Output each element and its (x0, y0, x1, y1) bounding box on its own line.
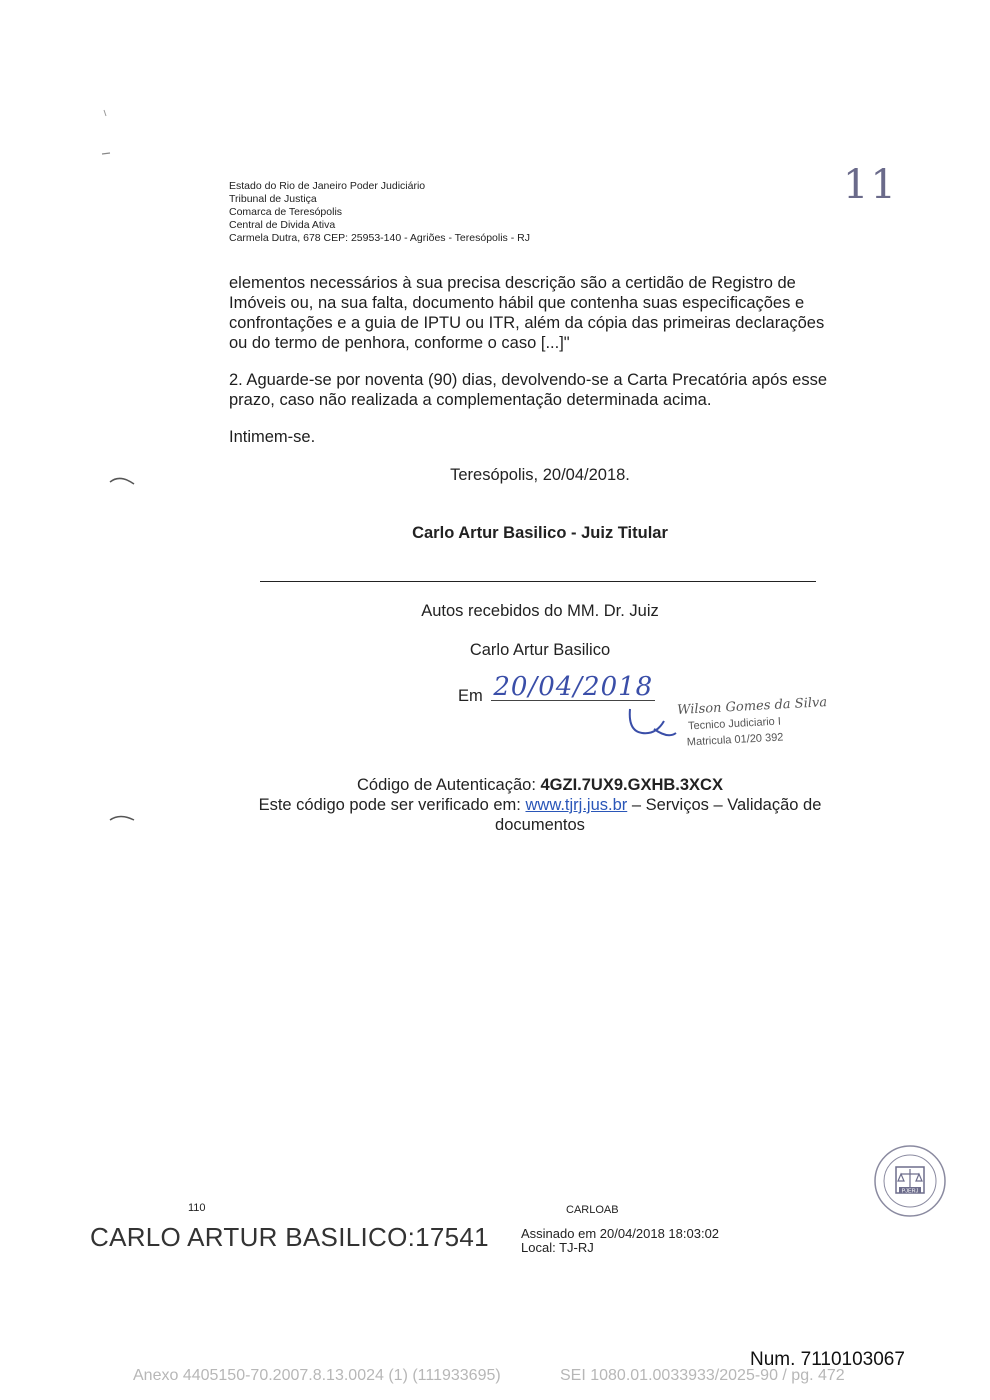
signed-at: Assinado em 20/04/2018 18:03:02 (521, 1226, 720, 1241)
authentication-block (0, 775, 990, 835)
handwritten-page-number: 11 (843, 162, 898, 208)
verify-link[interactable]: www.tjrj.jus.br (525, 796, 628, 814)
signature-number: 110 (188, 1202, 206, 1214)
stamp-matricula: Matricula 01/20 392 (686, 731, 784, 749)
auth-code-label: Código de Autenticação: (357, 776, 536, 794)
verify-suffix: – Serviços – Validação de (631, 796, 822, 814)
place-date: Teresópolis, 20/04/2018. (450, 466, 630, 484)
handwritten-date: 20/04/2018 (493, 672, 654, 702)
court-seal (872, 1143, 948, 1219)
header-line: Tribunal de Justiça (229, 193, 317, 205)
verify-prefix: Este código pode ser verificado em: (258, 796, 521, 814)
signature-details (521, 1227, 719, 1255)
header-line: Estado do Rio de Janeiro Poder Judiciário (229, 180, 426, 192)
paragraph: Intimem-se. (229, 428, 316, 446)
stamp-role: Tecnico Judiciario I (687, 715, 782, 733)
footer-sei: SEI 1080.01.0033933/2025-90 / pg. 472 (560, 1367, 845, 1384)
header-line: Comarca de Teresópolis (229, 206, 343, 218)
scan-mark (100, 108, 114, 122)
receipt-date-row (458, 672, 655, 705)
header-line: Carmela Dutra, 678 CEP: 25953-140 - Agriões - Teresópolis - RJ (229, 232, 530, 244)
em-label: Em (458, 687, 483, 705)
auth-verify-line (0, 795, 990, 815)
verify-line-2: documentos (495, 816, 585, 834)
court-header (229, 180, 530, 245)
scan-mark (100, 148, 116, 158)
seal-label: PJERJ (901, 1188, 919, 1195)
footer-annex: Anexo 4405150-70.2007.8.13.0024 (1) (111933695) (133, 1367, 501, 1384)
signer-user-id: CARLOAB (566, 1204, 619, 1216)
receipt-judge-name: Carlo Artur Basilico (469, 641, 611, 659)
paragraph: elementos necessários à sua precisa descrição são a certidão de Registro de Imóveis ou, na sua falta, documento hábil que contenha suas especificações e confrontações e a guia de IPTU ou ITR, além da cópia das primeiras declarações ou do termo de penhora, conforme o caso [...]" (229, 274, 825, 352)
auth-code: 4GZI.7UX9.GXHB.3XCX (540, 776, 723, 794)
signer-name: CARLO ARTUR BASILICO:17541 (90, 1222, 489, 1252)
receipt-line: Autos recebidos do MM. Dr. Juiz (421, 602, 659, 620)
clerk-stamp (639, 695, 829, 753)
document-number: Num. 7110103067 (750, 1349, 905, 1370)
paragraph: 2. Aguarde-se por noventa (90) dias, devolvendo-se a Carta Precatória após esse prazo, caso não realizada a complementação determinada acima. (229, 371, 828, 409)
signed-local: Local: TJ-RJ (521, 1240, 594, 1255)
auth-code-line (0, 775, 990, 795)
divider (260, 581, 816, 582)
header-line: Central de Divida Ativa (229, 219, 336, 231)
stamp-name: Wilson Gomes da Silva (676, 695, 828, 718)
judge-signature-line: Carlo Artur Basilico - Juiz Titular (412, 524, 668, 542)
